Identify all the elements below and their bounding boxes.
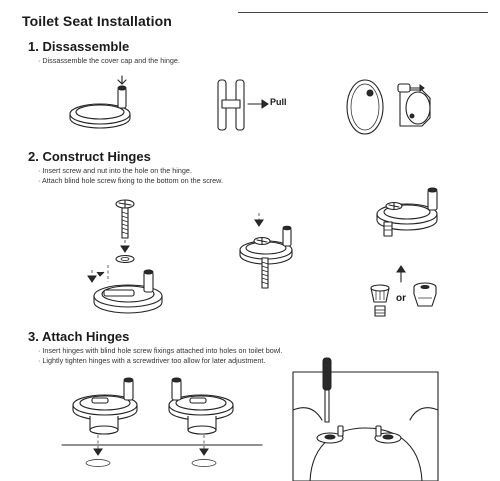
bowl-hinge-left-illustration [73, 378, 137, 467]
section-2-bullet-1: · Insert screw and nut into the hole on the hinge. [38, 166, 192, 175]
section-3-bullet-2: · Lightly tighten hinges with a screwdriver too allow for later adjustment. [38, 356, 266, 365]
section-2-bullet-2: · Attach blind hole screw fixing to the bottom on the screw. [38, 176, 223, 185]
toilet-bowl-screwdriver-illustration [293, 358, 438, 481]
pull-label: Pull [270, 97, 287, 107]
page-title: Toilet Seat Installation [22, 13, 172, 29]
section-3-bullet-1: · Insert hinges with blind hole screw fixings attached into holes on toilet bowl. [38, 346, 283, 355]
section-1-heading: 1. Dissassemble [28, 39, 130, 54]
bowl-hinge-right-illustration [169, 378, 233, 467]
hinge-with-fixing-illustration [371, 188, 437, 316]
assembled-hinge-illustration [240, 213, 292, 288]
or-label: or [396, 293, 406, 304]
section-2-heading: 2. Construct Hinges [28, 149, 151, 164]
seat-hinge-illustration [347, 80, 430, 134]
hinge-pull-illustration [218, 80, 268, 130]
hinge-cap-illustration [70, 76, 130, 128]
section-1-bullet-1: · Dissassemble the cover cap and the hinge. [38, 56, 180, 65]
section-3-heading: 3. Attach Hinges [28, 329, 130, 344]
screw-and-nut-illustration [88, 200, 162, 313]
